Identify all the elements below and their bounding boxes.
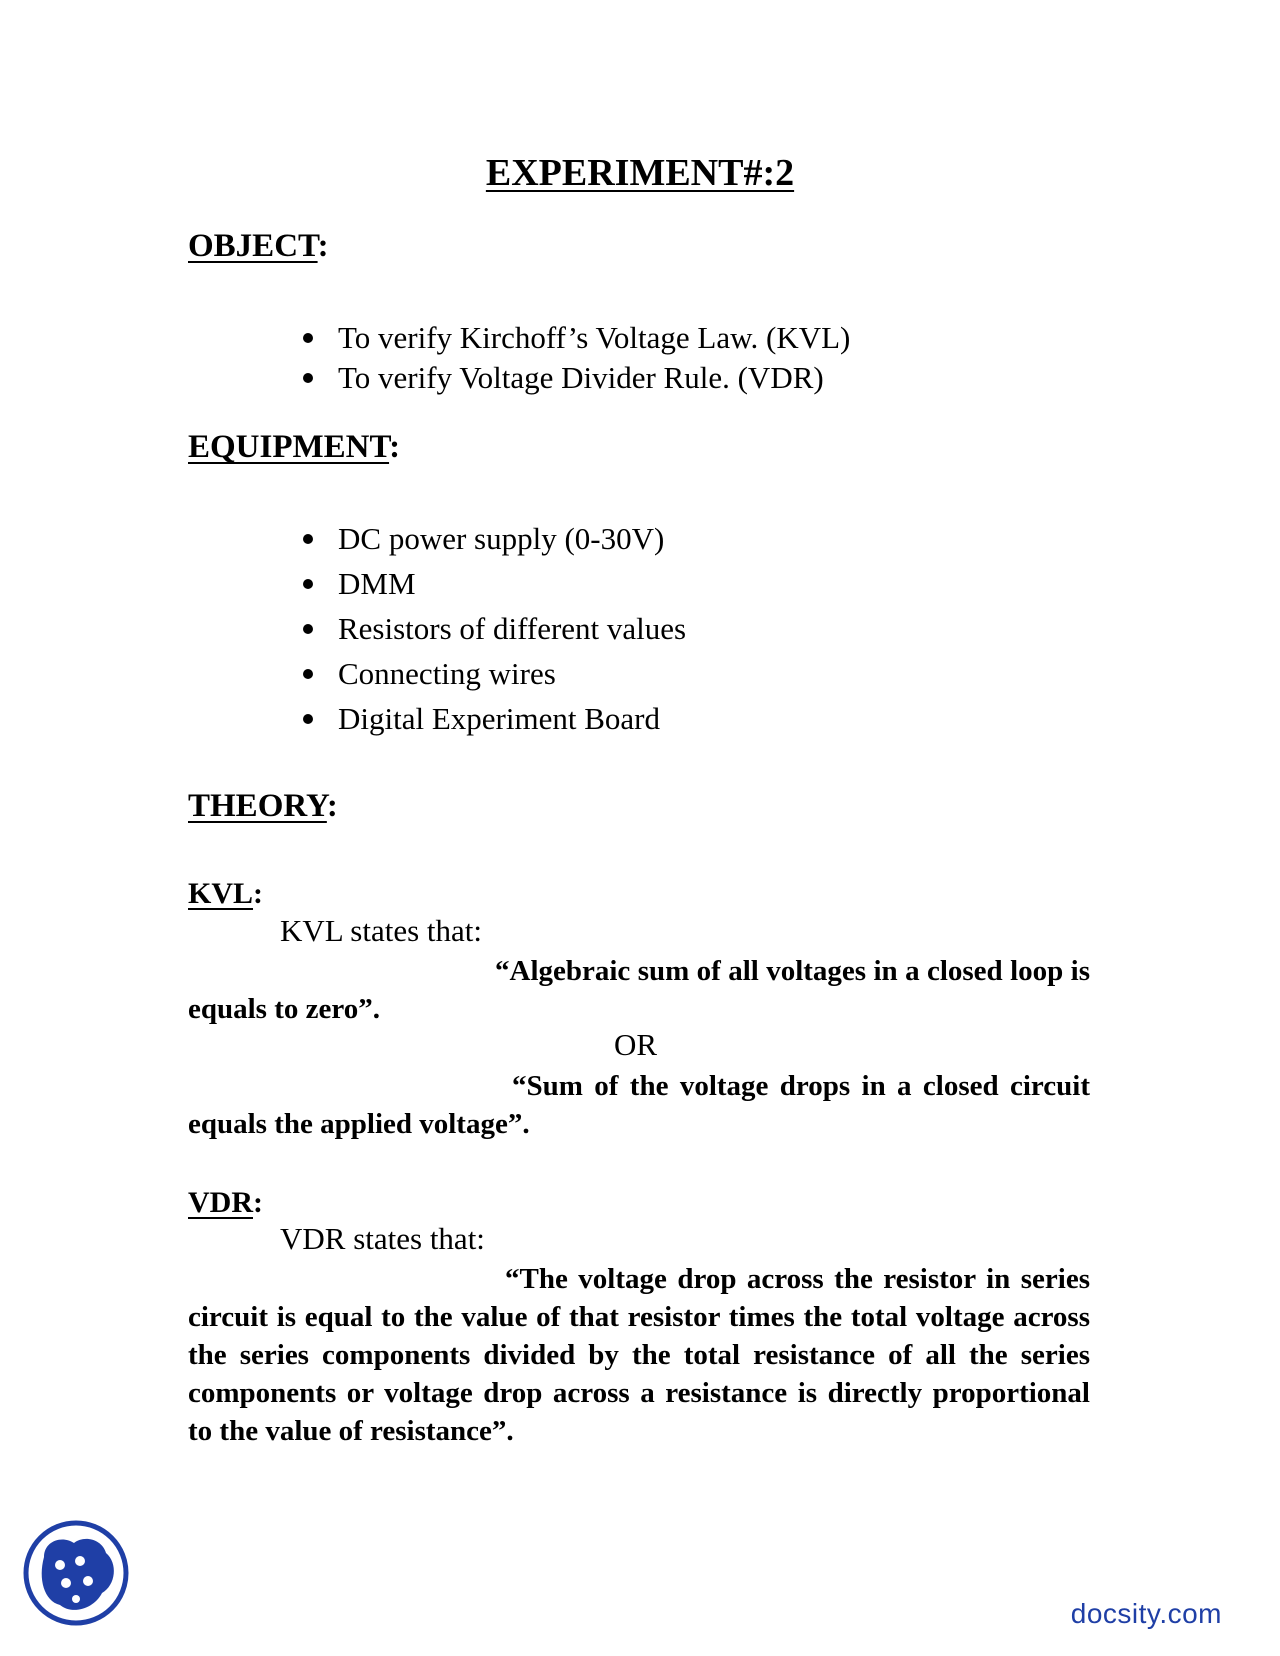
kvl-statement-1: “Algebraic sum of all voltages in a closed loop is equals to zero”. <box>188 955 1090 1025</box>
vdr-statement: “The voltage drop across the resistor in series circuit is equal to the value of that resistor times the total voltage across the series components divided by the total resistance of all the series components or voltage drop across a resistance is directly proportional to the value of resistance”. <box>188 1263 1090 1447</box>
kvl-intro: KVL states that: <box>280 913 483 948</box>
object-list <box>300 318 850 398</box>
vdr-heading <box>188 1183 263 1223</box>
equipment-heading-text: EQUIPMENT <box>188 429 390 465</box>
theory-heading-text: THEORY <box>188 788 327 824</box>
docsity-brand-link[interactable]: docsity.com <box>1070 1598 1222 1629</box>
theory-heading-colon: : <box>326 788 338 824</box>
object-item: To verify Kirchoff’s Voltage Law. (KVL) <box>300 318 850 358</box>
vdr-heading-text: VDR <box>188 1186 253 1219</box>
title-text: EXPERIMENT#:2 <box>485 152 795 194</box>
theory-heading <box>188 786 338 826</box>
kvl-or: OR <box>614 1027 658 1062</box>
object-heading-colon: : <box>317 228 329 264</box>
equipment-heading-colon: : <box>389 429 401 465</box>
docsity-logo-icon[interactable] <box>22 1519 130 1627</box>
object-item: To verify Voltage Divider Rule. (VDR) <box>300 358 850 398</box>
equipment-item: Connecting wires <box>300 651 686 696</box>
object-heading-text: OBJECT <box>188 228 318 264</box>
equipment-item: Digital Experiment Board <box>300 696 686 741</box>
kvl-heading <box>188 874 263 914</box>
kvl-heading-colon: : <box>253 877 264 910</box>
equipment-list <box>300 516 686 741</box>
equipment-item: Resistors of different values <box>300 606 686 651</box>
equipment-item: DC power supply (0-30V) <box>300 516 686 561</box>
vdr-intro: VDR states that: <box>280 1221 485 1256</box>
kvl-heading-text: KVL <box>188 877 254 910</box>
vdr-heading-colon: : <box>253 1186 263 1219</box>
object-heading <box>188 226 329 266</box>
equipment-heading <box>188 427 400 467</box>
equipment-item: DMM <box>300 561 686 606</box>
kvl-statement-2: “Sum of the voltage drops in a closed circuit equals the applied voltage”. <box>188 1070 1090 1140</box>
page-title <box>0 150 1280 196</box>
